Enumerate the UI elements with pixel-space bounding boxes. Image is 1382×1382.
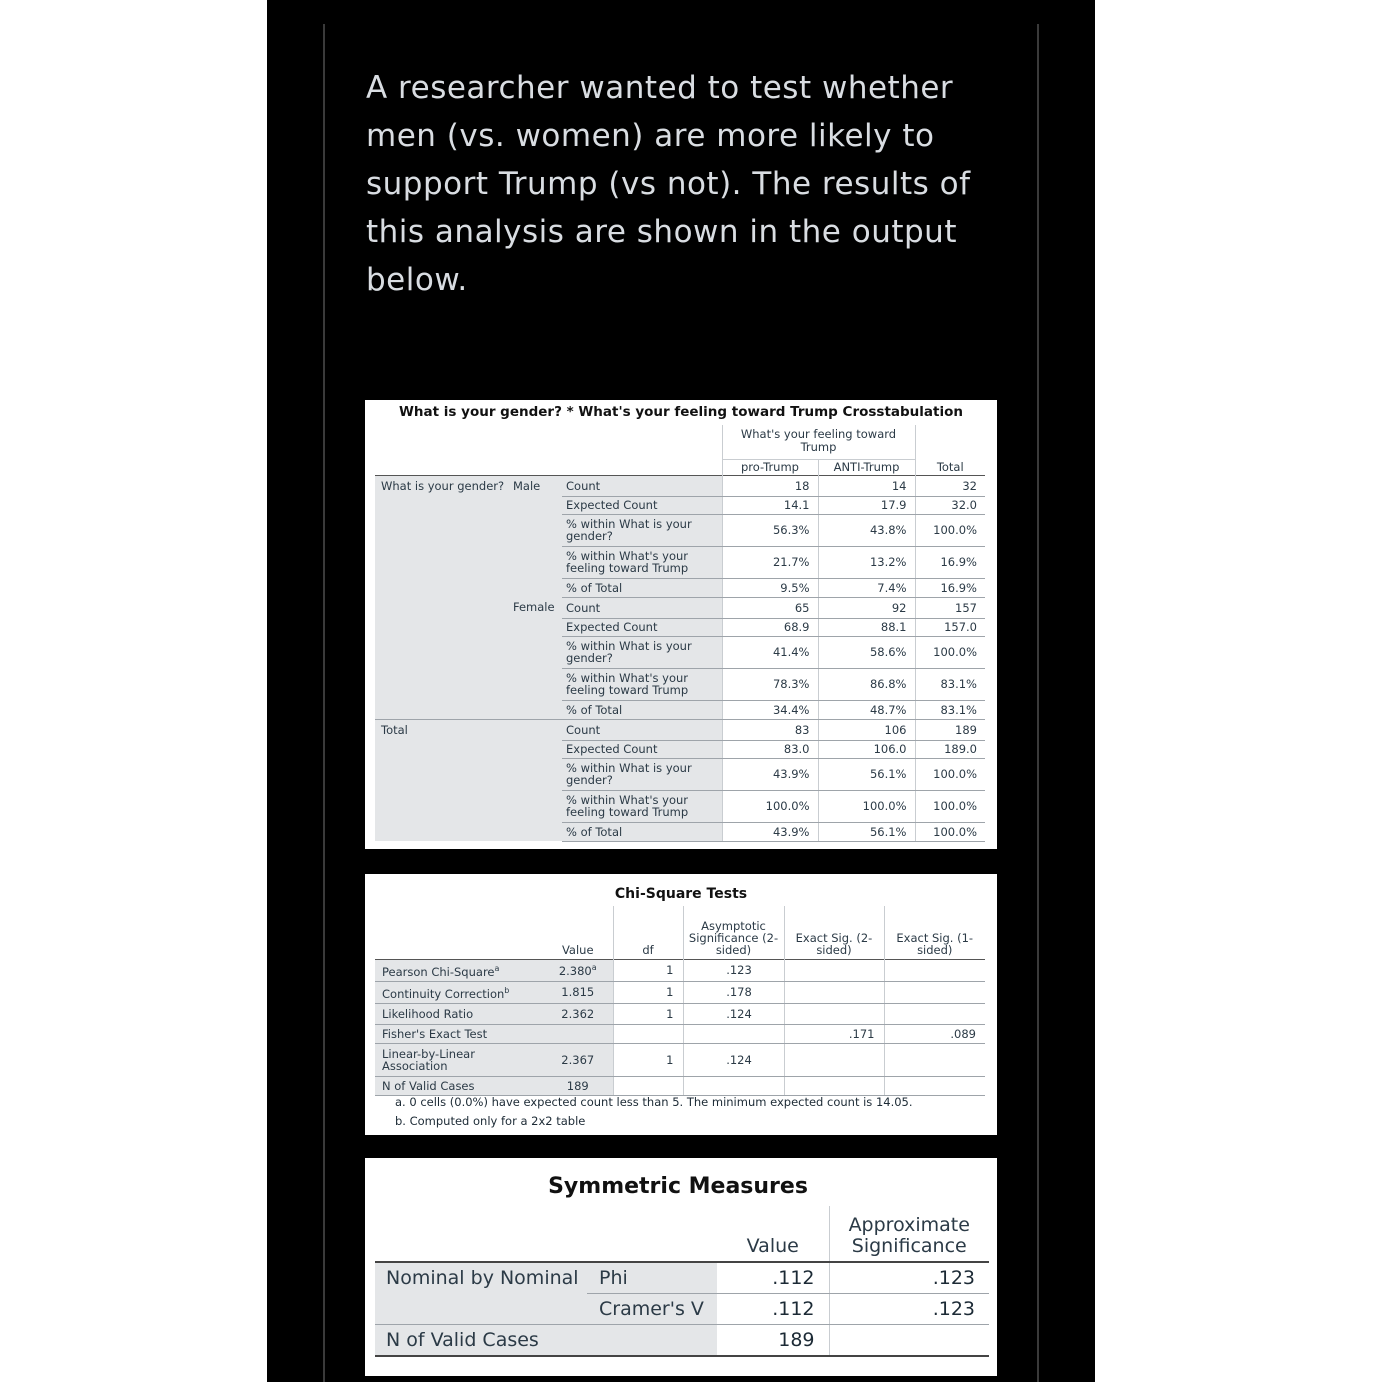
sym-sig: .123 (829, 1294, 989, 1325)
cell-value: 58.6% (818, 636, 915, 668)
footnote-marker: a (591, 962, 597, 972)
cell-value: 14 (818, 475, 915, 496)
chi-row (375, 1003, 985, 1024)
group-label: Male (507, 475, 562, 597)
cell-value: 68.9 (722, 618, 818, 636)
question-text: A researcher wanted to test whether men (vs. women) are more likely to support Trump (vs not). The results of this analysis are shown in the output below. (366, 70, 971, 298)
cell-value: 48.7% (818, 700, 915, 719)
chi-value: 2.380 (558, 963, 592, 978)
cell-value: 86.8% (818, 668, 915, 700)
cell-value: 21.7% (722, 546, 818, 578)
chi-header: df (613, 906, 683, 959)
row-var-label: Total (375, 719, 562, 841)
cell-value: 189.0 (915, 740, 985, 758)
sym-value: .112 (717, 1262, 829, 1294)
chi-cell: .089 (884, 1024, 985, 1043)
stat-label: % within What is your gender? (562, 636, 722, 668)
sym-header: Approximate Significance (829, 1206, 989, 1262)
chi-row-label-text: N of Valid Cases (382, 1078, 475, 1093)
stat-label: % within What is your gender? (562, 758, 722, 790)
cell-value: 83.1% (915, 668, 985, 700)
chi-cell: .124 (683, 1043, 784, 1076)
chi-cell: .171 (784, 1024, 884, 1043)
crosstab-title: What is your gender? * What's your feeling toward Trump Crosstabulation (399, 404, 963, 420)
cell-value: 92 (818, 597, 915, 618)
chi-cell (884, 1003, 985, 1024)
chi-cell (784, 1003, 884, 1024)
cell-value: 100.0% (915, 758, 985, 790)
chi-row-label (375, 981, 543, 1003)
cell-value: 189 (915, 719, 985, 740)
cell-value: 157 (915, 597, 985, 618)
cell-value: 32.0 (915, 496, 985, 514)
stat-label: Expected Count (562, 618, 722, 636)
chi-cell (683, 1076, 784, 1095)
chi-row-label-text: Continuity Correction (382, 986, 505, 1001)
col-header: ANTI-Trump (818, 459, 915, 475)
sym-sig: .123 (829, 1262, 989, 1294)
cell-value: 41.4% (722, 636, 818, 668)
cell-value: 100.0% (722, 790, 818, 822)
footnote-marker: b (504, 985, 510, 995)
cell-value: 65 (722, 597, 818, 618)
cell-value: 43.8% (818, 514, 915, 546)
chi-cell (884, 959, 985, 981)
cell-value: 43.9% (722, 822, 818, 841)
stat-label: Count (562, 597, 722, 618)
sym-header: Value (746, 1235, 799, 1257)
right-rule (1037, 24, 1039, 1382)
cell-value: 13.2% (818, 546, 915, 578)
chi-row-label-text: Linear-by-Linear Association (382, 1046, 475, 1073)
chi-cell: .123 (683, 959, 784, 981)
stat-label: % within What's your feeling toward Trump (562, 668, 722, 700)
crosstab-table (375, 425, 985, 842)
chi-cell (784, 981, 884, 1003)
cell-value: 106.0 (818, 740, 915, 758)
cell-value: 106 (818, 719, 915, 740)
chi-cell: 189 (543, 1076, 613, 1095)
cell-value: 83 (722, 719, 818, 740)
cell-value: 100.0% (915, 822, 985, 841)
chi-cell: 1 (613, 959, 683, 981)
chi-row-label (375, 1076, 543, 1095)
chi-row (375, 981, 985, 1003)
crosstab-card (365, 400, 997, 849)
group-label: Female (507, 597, 562, 719)
cell-value: 78.3% (722, 668, 818, 700)
cell-value: 88.1 (818, 618, 915, 636)
chi-square-card (365, 874, 997, 1135)
sym-row-label: Cramer's V (587, 1294, 717, 1325)
chi-cell (784, 1076, 884, 1095)
cell-value: 100.0% (915, 790, 985, 822)
cell-value: 18 (722, 475, 818, 496)
crosstab-row (375, 719, 985, 740)
chi-cell (613, 1024, 683, 1043)
footnote-marker: a (494, 963, 500, 973)
chi-cell (683, 1024, 784, 1043)
col-header: pro-Trump (722, 459, 818, 475)
sym-n-value: 189 (717, 1325, 829, 1357)
chi-cell (784, 1043, 884, 1076)
chi-cell: .178 (683, 981, 784, 1003)
cell-value: 56.1% (818, 822, 915, 841)
chi-cell: 1 (613, 981, 683, 1003)
cell-value: 100.0% (915, 514, 985, 546)
chi-header: Asymptotic Significance (2-sided) (683, 906, 784, 959)
cell-value: 157.0 (915, 618, 985, 636)
left-rule (323, 24, 325, 1382)
cell-value: 43.9% (722, 758, 818, 790)
chi-cell: 2.367 (543, 1043, 613, 1076)
stat-label: % within What is your gender? (562, 514, 722, 546)
cell-value: 16.9% (915, 546, 985, 578)
chi-row-label-text: Fisher's Exact Test (382, 1026, 488, 1041)
chi-row (375, 1024, 985, 1043)
footnote-a: a. 0 cells (0.0%) have expected count less than 5. The minimum expected count is 14.05. (395, 1095, 913, 1109)
chi-row (375, 959, 985, 981)
chi-row-label (375, 1043, 543, 1076)
footnote-b: b. Computed only for a 2x2 table (395, 1114, 586, 1128)
stat-label: % of Total (562, 822, 722, 841)
cell-value: 56.1% (818, 758, 915, 790)
stat-label: % within What's your feeling toward Trump (562, 790, 722, 822)
chi-square-title: Chi-Square Tests (614, 886, 748, 902)
stat-label: Expected Count (562, 740, 722, 758)
chi-cell: 1 (613, 1043, 683, 1076)
row-var-label: What is your gender? (375, 475, 507, 719)
stat-label: % of Total (562, 578, 722, 597)
sym-group-label: Nominal by Nominal (375, 1262, 587, 1325)
cell-value: 16.9% (915, 578, 985, 597)
chi-cell (884, 1043, 985, 1076)
stat-label: % of Total (562, 700, 722, 719)
sym-n-label: N of Valid Cases (375, 1325, 717, 1357)
stat-label: Count (562, 719, 722, 740)
stat-label: Expected Count (562, 496, 722, 514)
stat-label: Count (562, 475, 722, 496)
chi-cell (613, 1076, 683, 1095)
chi-cell (784, 959, 884, 981)
chi-square-table (375, 906, 985, 1096)
sym-row-label: Phi (587, 1262, 717, 1294)
col-group-header: What's your feeling toward Trump (722, 425, 915, 459)
cell-value: 9.5% (722, 578, 818, 597)
symmetric-card (365, 1158, 997, 1376)
stat-label: % within What's your feeling toward Trump (562, 546, 722, 578)
symmetric-title: Symmetric Measures (548, 1174, 808, 1199)
chi-cell (884, 1076, 985, 1095)
chi-header: Exact Sig. (2-sided) (784, 906, 884, 959)
col-header: Total (915, 459, 985, 475)
chi-cell: 1 (613, 1003, 683, 1024)
chi-cell: .124 (683, 1003, 784, 1024)
chi-cell: 2.362 (543, 1003, 613, 1024)
chi-row-label (375, 1024, 543, 1043)
chi-header: Exact Sig. (1-sided) (884, 906, 985, 959)
cell-value: 83.0 (722, 740, 818, 758)
cell-value: 100.0% (818, 790, 915, 822)
chi-value: 1.815 (561, 985, 595, 999)
chi-cell (543, 1024, 613, 1043)
cell-value: 32 (915, 475, 985, 496)
cell-value: 83.1% (915, 700, 985, 719)
chi-row-label-text: Pearson Chi-Square (382, 964, 495, 979)
cell-value: 34.4% (722, 700, 818, 719)
chi-row-label (375, 959, 543, 981)
sym-value: .112 (717, 1294, 829, 1325)
cell-value: 17.9 (818, 496, 915, 514)
chi-row (375, 1076, 985, 1095)
cell-value: 14.1 (722, 496, 818, 514)
chi-cell (884, 981, 985, 1003)
cell-value: 7.4% (818, 578, 915, 597)
chi-row-label-text: Likelihood Ratio (382, 1006, 474, 1021)
crosstab-row (375, 475, 985, 496)
chi-header: Value (561, 942, 594, 957)
chi-row-label (375, 1003, 543, 1024)
cell-value: 56.3% (722, 514, 818, 546)
symmetric-table (375, 1206, 989, 1357)
chi-row (375, 1043, 985, 1076)
cell-value: 100.0% (915, 636, 985, 668)
